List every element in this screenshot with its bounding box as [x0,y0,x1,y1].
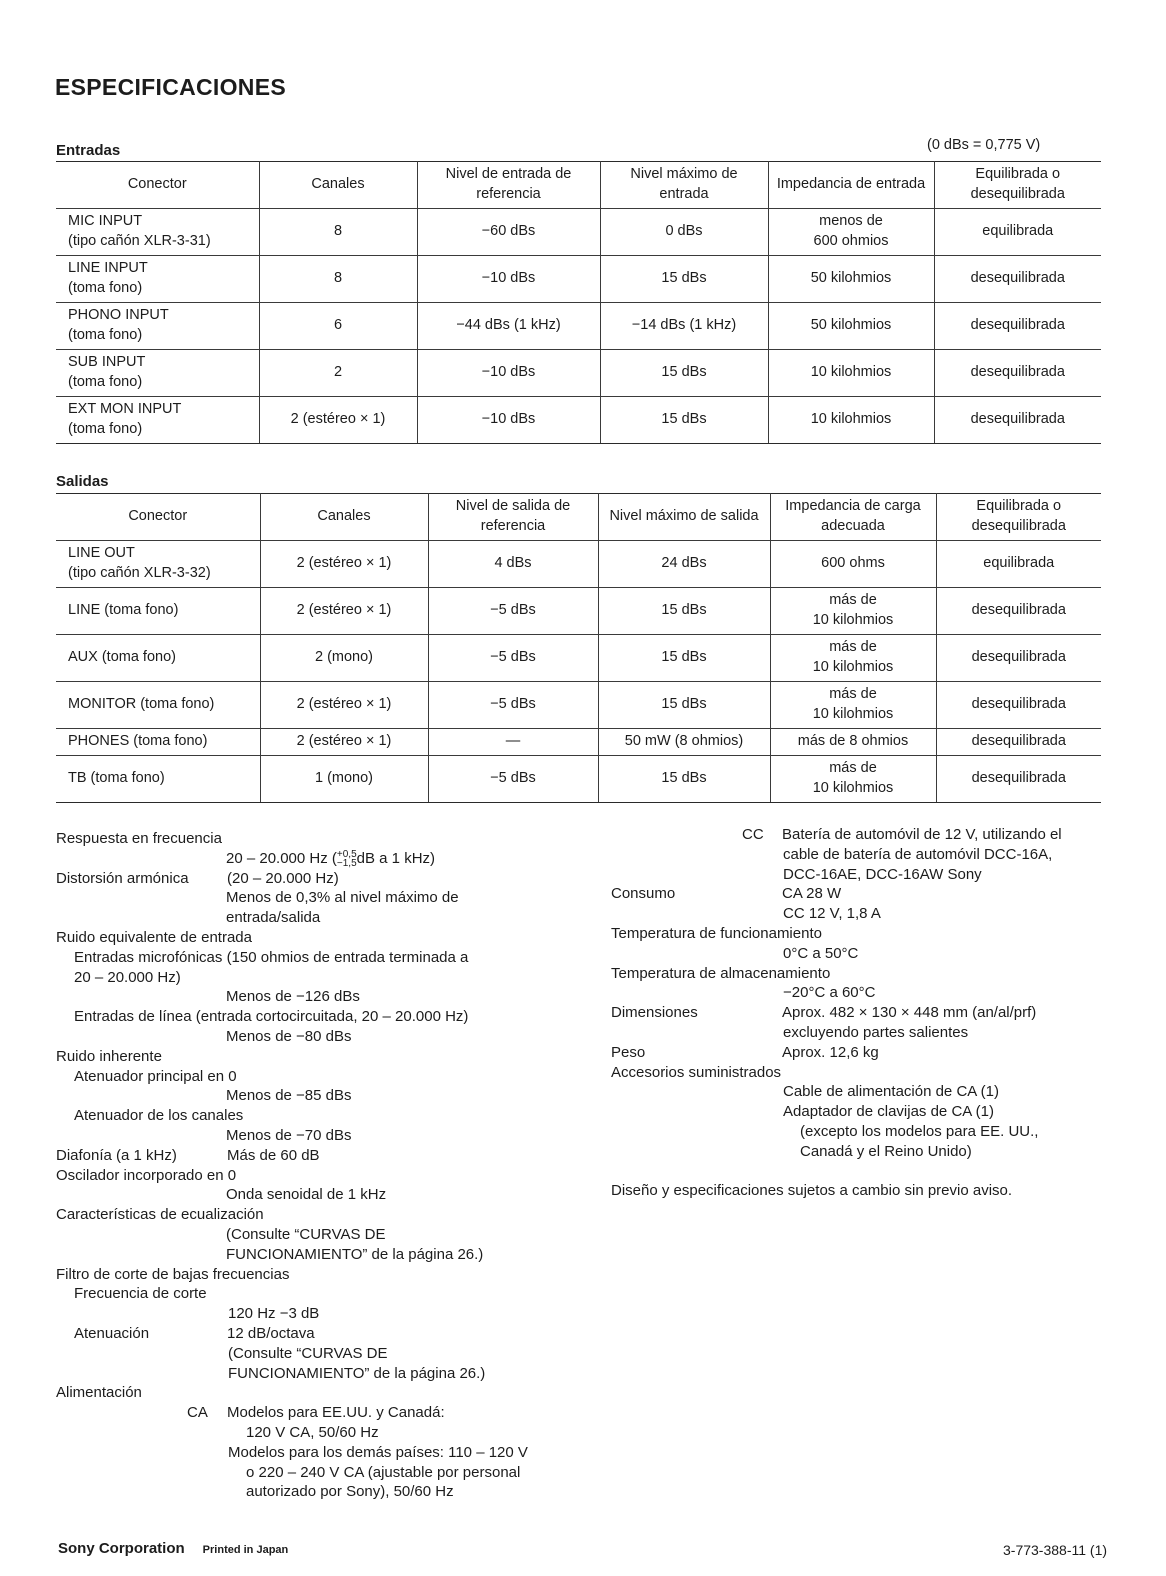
outputs-header-max-level: Nivel máximo de salida [598,494,770,541]
consumption-label: Consumo [611,885,676,903]
channels-cell: 2 (estéreo × 1) [260,682,428,729]
lowcut-freq-label: Frecuencia de corte [74,1285,207,1303]
eq-label: Características de ecualización [56,1206,264,1224]
max-level-cell: 24 dBs [598,541,770,588]
connector-cell: SUB INPUT (toma fono) [56,350,259,397]
connector-cell: PHONES (toma fono) [56,729,260,756]
right-spec-column [611,825,1111,1201]
connector-cell: MONITOR (toma fono) [56,682,260,729]
channels-cell: 2 (estéreo × 1) [259,397,417,444]
printed-in: Printed in Japan [202,1544,289,1556]
document-code: 3-773-388-11 (1) [1003,1542,1108,1558]
lowcut-att-label: Atenuación [74,1324,150,1342]
power-other-value: o 220 – 240 V CA (ajustable por personal [246,1463,521,1481]
op-temp-label: Temperatura de funcionamiento [611,924,822,942]
table-row [56,682,1101,729]
balance-cell: desequilibrada [934,256,1101,303]
ref-level-cell: — [428,729,598,756]
power-other-value-cont: autorizado por Sony), 50/60 Hz [246,1483,454,1501]
inputs-header-max-level: Nivel máximo de entrada [600,162,768,209]
dc-battery-line3: DCC-16AE, DCC-16AW Sony [783,865,982,883]
inputs-heading: Entradas [56,142,121,159]
impedance-cell: 600 ohms [770,541,936,588]
company-name: Sony Corporation [58,1540,185,1557]
max-level-cell: 0 dBs [600,209,768,256]
channels-cell: 2 (mono) [260,635,428,682]
balance-cell: desequilibrada [936,682,1101,729]
impedance-cell: 10 kilohmios [768,397,934,444]
dc-battery-line1: Batería de automóvil de 12 V, utilizando el [782,826,1062,843]
weight-value: Aprox. 12,6 kg [782,1043,879,1061]
distortion-range: (20 – 20.000 Hz) [227,869,339,887]
eq-value-cont: FUNCIONAMIENTO” de la página 26.) [226,1245,484,1263]
table-row [56,588,1101,635]
ein-line-value: Menos de −80 dBs [226,1027,352,1045]
max-level-cell: 15 dBs [598,756,770,803]
noise-master-value: Menos de −85 dBs [226,1087,352,1105]
table-row [56,397,1101,444]
ref-level-cell: −44 dBs (1 kHz) [417,303,600,350]
balance-cell: equilibrada [936,541,1101,588]
impedance-cell: menos de 600 ohmios [768,209,934,256]
ref-level-cell: −10 dBs [417,256,600,303]
distortion-value-cont: entrada/salida [226,909,321,927]
power-us-value: 120 V CA, 50/60 Hz [246,1423,379,1441]
lowcut-label: Filtro de corte de bajas frecuencias [56,1265,290,1283]
table-row [56,635,1101,682]
max-level-cell: 15 dBs [598,635,770,682]
ref-level-cell: −10 dBs [417,350,600,397]
balance-cell: desequilibrada [936,588,1101,635]
outputs-table [56,493,1101,803]
ref-level-cell: 4 dBs [428,541,598,588]
channels-cell: 2 [259,350,417,397]
weight-label: Peso [611,1043,646,1061]
consumption-dc: CC 12 V, 1,8 A [783,905,881,923]
oscillator-label: Oscilador incorporado en 0 [56,1166,237,1184]
ref-level-cell: −10 dBs [417,397,600,444]
dimensions-value: Aprox. 482 × 130 × 448 mm (an/al/prf) [782,1004,1037,1022]
impedance-cell: 10 kilohmios [768,350,934,397]
power-label: Alimentación [56,1384,142,1402]
dimensions-label: Dimensiones [611,1004,698,1022]
oscillator-value: Onda senoidal de 1 kHz [226,1186,387,1204]
impedance-cell: más de 10 kilohmios [770,756,936,803]
freq-response-value: 20 – 20.000 Hz ( +0,5 −1,5 dB a 1 kHz) [226,848,436,869]
dc-battery-line2: cable de batería de automóvil DCC-16A, [783,845,1053,863]
connector-cell: PHONO INPUT (toma fono) [56,303,259,350]
balance-cell: desequilibrada [934,350,1101,397]
ein-mic-value: Menos de −126 dBs [226,988,360,1006]
inputs-header-connector: Conector [56,162,259,209]
left-spec-column [56,829,576,1502]
accessory-ac-cable: Cable de alimentación de CA (1) [783,1083,999,1101]
power-ac-label: CA [187,1404,208,1422]
channels-cell: 6 [259,303,417,350]
crosstalk-value: Más de 60 dB [227,1146,320,1164]
ein-mic-label-cont: 20 – 20.000 Hz) [74,968,181,986]
channels-cell: 2 (estéreo × 1) [260,541,428,588]
connector-cell: EXT MON INPUT (toma fono) [56,397,259,444]
table-row [56,209,1101,256]
connector-cell: MIC INPUT (tipo cañón XLR-3-31) [56,209,259,256]
op-temp-value: 0°C a 50°C [783,944,859,962]
balance-cell: desequilibrada [936,635,1101,682]
power-us-models: Modelos para EE.UU. y Canadá: [227,1404,445,1422]
outputs-heading: Salidas [56,473,109,490]
balance-cell: desequilibrada [934,303,1101,350]
reference-level-note: (0 dBs = 0,775 V) [927,137,1041,153]
inputs-header-ref-level: Nivel de entrada de referencia [417,162,600,209]
ein-line-label: Entradas de línea (entrada cortocircuitada, 20 – 20.000 Hz) [74,1008,469,1026]
connector-cell: TB (toma fono) [56,756,260,803]
lowcut-att-value: 12 dB/octava [227,1324,315,1342]
outputs-header-impedance: Impedancia de carga adecuada [770,494,936,541]
connector-cell: LINE (toma fono) [56,588,260,635]
footer-company [58,1540,288,1558]
channels-cell: 1 (mono) [260,756,428,803]
noise-label: Ruido inherente [56,1047,162,1065]
impedance-cell: más de 10 kilohmios [770,635,936,682]
lowcut-note-cont: FUNCIONAMIENTO” de la página 26.) [228,1364,486,1382]
accessory-exception-cont: Canadá y el Reino Unido) [800,1142,972,1160]
max-level-cell: −14 dBs (1 kHz) [600,303,768,350]
max-level-cell: 15 dBs [600,350,768,397]
eq-value: (Consulte “CURVAS DE [226,1225,386,1243]
max-level-cell: 15 dBs [600,256,768,303]
inputs-header-impedance: Impedancia de entrada [768,162,934,209]
table-row [56,350,1101,397]
change-notice: Diseño y especificaciones sujetos a cambio sin previo aviso. [611,1182,1013,1200]
noise-channel-label: Atenuador de los canales [74,1107,244,1125]
consumption-ac: CA 28 W [782,885,842,903]
connector-cell: LINE INPUT (toma fono) [56,256,259,303]
inputs-header-balance: Equilibrada o desequilibrada [934,162,1101,209]
noise-channel-value: Menos de −70 dBs [226,1126,352,1144]
impedance-cell: más de 8 ohmios [770,729,936,756]
table-row [56,256,1101,303]
tolerance-fraction: +0,5 −1,5 [336,848,357,869]
channels-cell: 8 [259,256,417,303]
accessory-plug-adaptor: Adaptador de clavijas de CA (1) [783,1103,994,1121]
table-row [56,756,1101,803]
impedance-cell: 50 kilohmios [768,303,934,350]
balance-cell: equilibrada [934,209,1101,256]
table-row [56,303,1101,350]
page-title: ESPECIFICACIONES [55,74,287,100]
noise-master-label: Atenuador principal en 0 [74,1067,237,1085]
outputs-header-connector: Conector [56,494,260,541]
balance-cell: desequilibrada [936,756,1101,803]
ein-mic-label: Entradas microfónicas (150 ohmios de entrada terminada a [74,948,469,966]
max-level-cell: 50 mW (8 ohmios) [598,729,770,756]
outputs-header-channels: Canales [260,494,428,541]
outputs-header-ref-level: Nivel de salida de referencia [428,494,598,541]
table-row [56,541,1101,588]
power-other-models: Modelos para los demás países: 110 – 120 V [228,1443,528,1461]
lowcut-note: (Consulte “CURVAS DE [228,1344,388,1362]
max-level-cell: 15 dBs [598,682,770,729]
dimensions-note: excluyendo partes salientes [783,1023,969,1041]
accessory-exception: (excepto los modelos para EE. UU., [800,1122,1039,1140]
power-dc-label: CC [742,826,764,843]
channels-cell: 2 (estéreo × 1) [260,729,428,756]
inputs-header-channels: Canales [259,162,417,209]
ref-level-cell: −5 dBs [428,588,598,635]
impedance-cell: más de 10 kilohmios [770,682,936,729]
table-row [56,729,1101,756]
accessories-label: Accesorios suministrados [611,1063,782,1081]
impedance-cell: más de 10 kilohmios [770,588,936,635]
ein-label: Ruido equivalente de entrada [56,928,252,946]
ref-level-cell: −5 dBs [428,682,598,729]
distortion-label: Distorsión armónica [56,869,189,887]
impedance-cell: 50 kilohmios [768,256,934,303]
crosstalk-label: Diafonía (a 1 kHz) [56,1146,177,1164]
inputs-table [56,161,1101,444]
channels-cell: 8 [259,209,417,256]
ref-level-cell: −5 dBs [428,756,598,803]
max-level-cell: 15 dBs [600,397,768,444]
storage-temp-value: −20°C a 60°C [783,984,876,1002]
connector-cell: AUX (toma fono) [56,635,260,682]
connector-cell: LINE OUT (tipo cañón XLR-3-32) [56,541,260,588]
balance-cell: desequilibrada [934,397,1101,444]
outputs-header-balance: Equilibrada o desequilibrada [936,494,1101,541]
distortion-value: Menos de 0,3% al nivel máximo de [226,889,459,907]
max-level-cell: 15 dBs [598,588,770,635]
channels-cell: 2 (estéreo × 1) [260,588,428,635]
ref-level-cell: −60 dBs [417,209,600,256]
balance-cell: desequilibrada [936,729,1101,756]
storage-temp-label: Temperatura de almacenamiento [611,964,831,982]
lowcut-freq-value: 120 Hz −3 dB [228,1305,320,1323]
freq-response-label: Respuesta en frecuencia [56,830,222,847]
ref-level-cell: −5 dBs [428,635,598,682]
